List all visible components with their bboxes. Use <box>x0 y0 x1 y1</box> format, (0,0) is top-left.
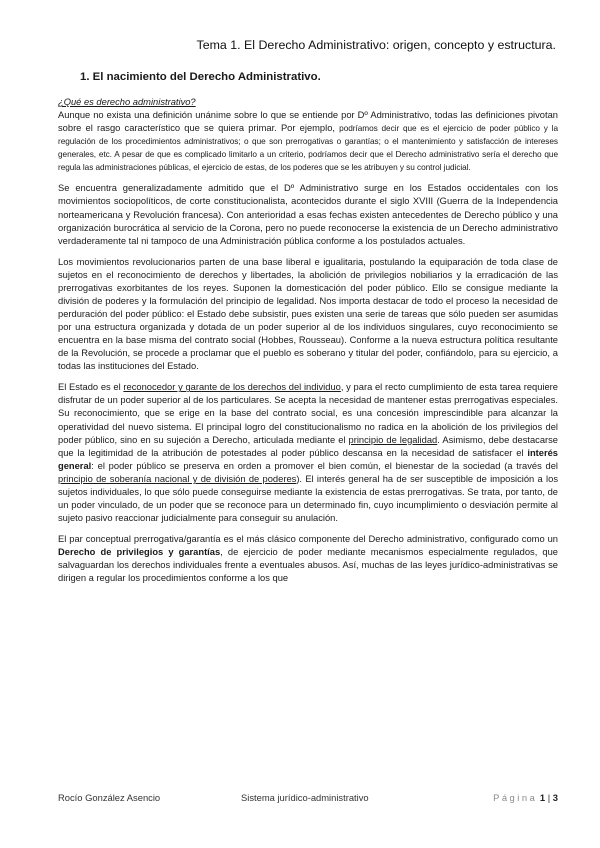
question-heading: ¿Qué es derecho administrativo? <box>58 97 196 107</box>
page-title: Tema 1. El Derecho Administrativo: origen, concepto y estructura. <box>196 38 556 52</box>
page-number <box>493 792 558 803</box>
paragraph-4-text-a: El Estado es el <box>58 382 124 393</box>
underlined-phrase-garante: reconocedor y garante de los derechos del individuo <box>123 382 341 393</box>
paragraph-4 <box>58 381 558 525</box>
body-text <box>58 96 558 593</box>
underlined-phrase-legalidad: principio de legalidad <box>348 434 438 445</box>
page-word: Página <box>493 792 538 803</box>
paragraph-4-text-e: ). El interés general ha de ser susceptible de imposición a los sujetos individuales, lo que sólo puede conseguirse mediante la existencia de estas prerrogativas. Se trata, por tanto, de un poder vinculado, de un poder que se reconoce para un determinado fin, cuyo incumplimiento o desviación permite al sujeto pasivo reaccionar judicialmente para conseguir su anulación. <box>58 473 558 524</box>
paragraph-4-text-b: , y para el recto cumplimiento de esta tarea requiere disfrutar de un poder superior al de los particulares. Se acepta la necesidad de mantener estas prerrogativas especiales. Su reconocimiento, que se erige en la base del contrato social, es una concesión imprescindible para alcanzar la operatividad del nuevo sistema. El principal logro del constitucionalismo no radica en la abolición de los privilegios del poder público, sino en su sujeción a Derecho, articulada mediante el <box>58 382 558 445</box>
question-line <box>58 96 558 109</box>
footer-author: Rocío González Asencio <box>58 792 161 803</box>
paragraph-4-text-c: . Asimismo, debe destacarse que la legitimidad de la atribución de potestades al poder público descansa en la necesidad de satisfacer el <box>58 434 559 458</box>
paragraph-2: Se encuentra generalizadamente admitido que el Dº Administrativo surge en los Estados occidentales con los movimientos sociopolíticos, de corte constitucionalista, acontecidos durante el siglo XVIII (Guerra de la Independencia norteamericana y Revolución francesa). Con anterioridad a esas fechas existen antecedentes de Derecho público y una organización burocrática al servicio de la Corona, pero no puede reconocerse la existencia de un Derecho administrativo verdaderamente tal ni tampoco de una Administración pública conforme a los postulados actuales. <box>58 183 558 246</box>
paragraph-1-small-text: podríamos decir que es el ejercicio de poder público y la regulación de los procedimientos administrativos; o que son prerrogativas o garantías; o el mantenimiento y satisfacción de intereses generales, etc. A pesar de que es complicado limitarlo a un criterio, podríamos decir que el Derecho administrativo sería el derecho que regula las administraciones públicas, el ejercicio de estas, de los poderes que se les atribuyen y su control judicial. <box>58 124 559 173</box>
paragraph-1-text: Aunque no exista una definición unánime sobre lo que se entiende por Dº Administrativo, todas las definiciones pivotan sobre el rasgo característico que se quiera primar. Por ejemplo, <box>58 110 558 134</box>
section-heading: 1. El nacimiento del Derecho Administrativo. <box>80 71 321 83</box>
bold-phrase-privilegios-garantias: Derecho de privilegios y garantías <box>58 547 221 558</box>
paragraph-4-text-d: : el poder público se preserva en orden a promover el bien común, el bienestar de la sociedad (a través del <box>91 460 558 471</box>
footer-subject: Sistema jurídico-administrativo <box>241 792 369 803</box>
paragraph-5-text-a: El par conceptual prerrogativa/garantía es el más clásico componente del Derecho administrativo, configurado como un <box>58 534 558 545</box>
page-total: 3 <box>552 792 558 803</box>
paragraph-5 <box>58 533 558 585</box>
paragraph-5-text-b: , de ejercicio de poder mediante mecanismos especialmente regulados, que salvaguardan los derechos individuales frente a eventuales abusos. Así, muchas de las leyes jurídico-administrativas se dirigen a regular los procedimientos conforme a los que <box>58 547 558 584</box>
paragraph-1 <box>58 109 558 174</box>
paragraph-3: Los movimientos revolucionarios parten de una base liberal e igualitaria, postulando la equiparación de toda clase de sujetos en el reconocimiento de derechos y libertades, la abolición de privilegios nobiliarios y la erradicación de las prerrogativas exorbitantes de los reyes. Suponen la domesticación del poder público. Ello se consigue mediante la división de poderes y la formulación del principio de legalidad. Nos importa destacar de todo el proceso la necesidad de perduración del poder público: el Estado debe subsistir, pues existen una serie de tareas que sólo pueden ser asumidas por una estructura organizada y dotada de un poder superior al de los individuos singulares, cuyo reconocimiento se encuentra en la base misma del contrato social (Hobbes, Rousseau). Conforme a la nueva estructura política resultante de la Revolución, se procede a proclamar que el pueblo es soberano y titular del poder, confiándolo, para su ejercicio, a todas las instituciones del Estado. <box>58 256 558 372</box>
page-current: 1 <box>539 792 546 803</box>
bold-phrase-interes-general: interés general <box>58 447 558 471</box>
underlined-phrase-soberania: principio de soberanía nacional y de división de poderes <box>58 473 297 484</box>
page-separator: | <box>545 792 553 803</box>
page-footer <box>58 792 558 806</box>
